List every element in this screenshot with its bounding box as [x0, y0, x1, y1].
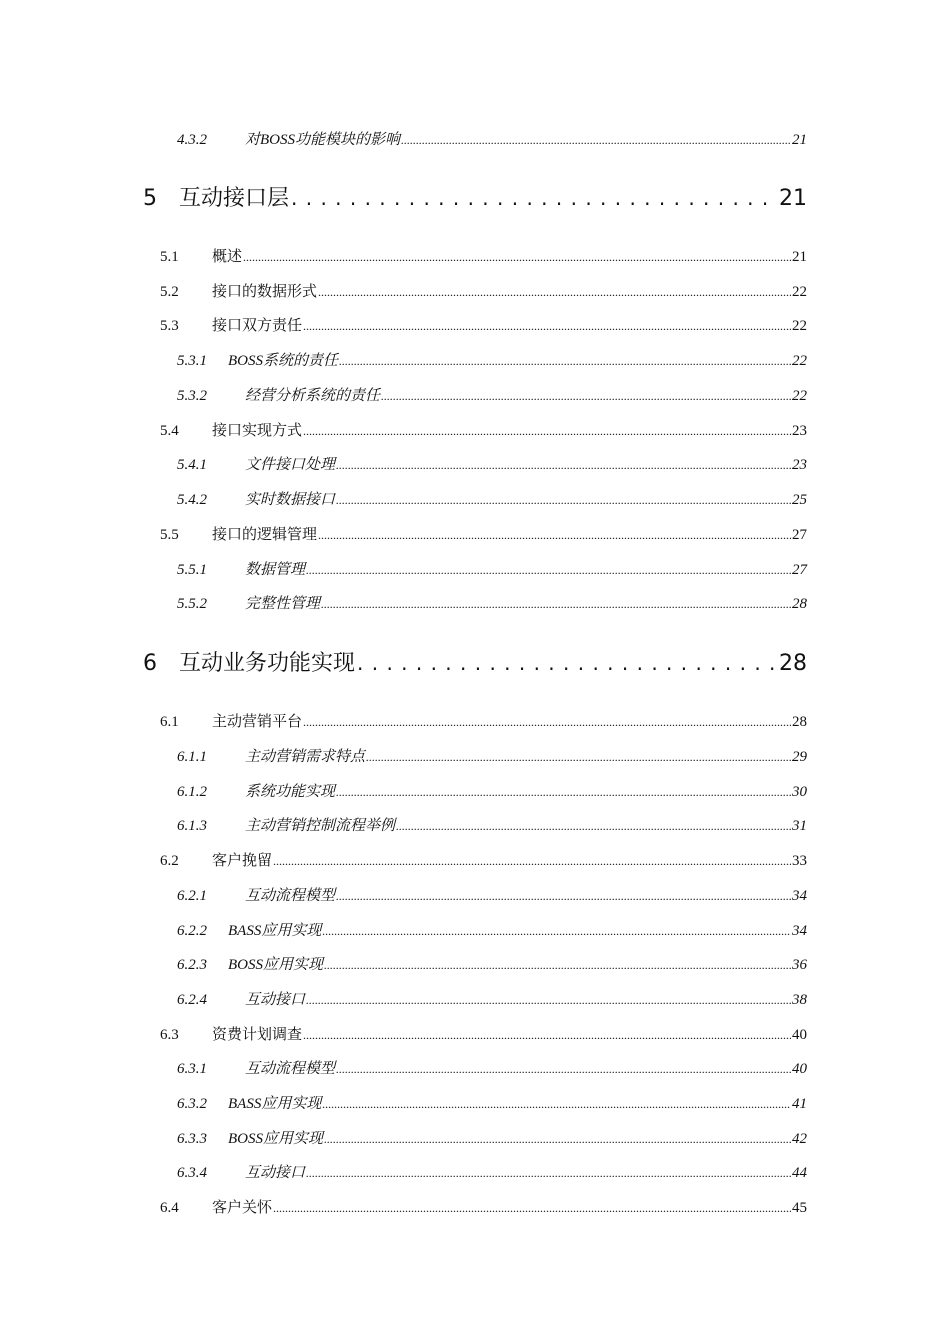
dot-leader: [324, 1131, 791, 1148]
entry-number: 6.2: [160, 853, 179, 869]
entry-title: 互动流程模型: [245, 1061, 336, 1077]
entry-page: 29: [792, 749, 807, 765]
dot-leader: [303, 318, 791, 335]
dot-leader: [303, 1027, 791, 1044]
entry-title: 互动流程模型: [245, 888, 336, 904]
toc-entry[interactable]: [177, 1161, 807, 1182]
dot-leader: [381, 388, 791, 405]
entry-page: 23: [792, 457, 807, 473]
entry-number: 6.3.4: [177, 1165, 207, 1181]
entry-page: 21: [792, 249, 807, 265]
entry-title: 互动接口: [245, 992, 306, 1008]
toc-entry[interactable]: [160, 710, 807, 731]
entry-number: 5.4.2: [177, 492, 207, 508]
entry-page: 22: [792, 318, 807, 334]
entry-title: 数据管理: [245, 562, 306, 578]
entry-number: 6.3.2: [177, 1096, 207, 1112]
entry-number: 5.3: [160, 318, 179, 334]
dot-leader: [273, 853, 791, 870]
entry-title: 接口的逻辑管理: [212, 527, 318, 543]
dot-leader: [291, 186, 777, 211]
entry-number: 6.3.3: [177, 1131, 207, 1147]
chapter-title: 互动业务功能实现: [179, 651, 356, 676]
dot-leader: [243, 249, 791, 266]
entry-title: BOSS应用实现: [228, 1131, 323, 1147]
dot-leader: [306, 1165, 791, 1182]
dot-leader: [336, 888, 791, 905]
entry-page: 27: [792, 562, 807, 578]
dot-leader: [336, 457, 791, 474]
dot-leader: [318, 284, 791, 301]
entry-number: 5.5: [160, 527, 179, 543]
entry-title: 主动营销平台: [212, 714, 303, 730]
entry-title: 接口实现方式: [212, 423, 303, 439]
toc-entry[interactable]: [160, 1023, 807, 1044]
entry-number: 5.5.2: [177, 596, 207, 612]
toc-entry[interactable]: [177, 1057, 807, 1078]
toc-entry[interactable]: [160, 280, 807, 301]
toc-entry[interactable]: [177, 953, 807, 974]
entry-page: 31: [792, 818, 807, 834]
toc-entry[interactable]: [160, 245, 807, 266]
entry-title: BASS应用实现: [228, 1096, 322, 1112]
entry-page: 21: [792, 132, 807, 148]
entry-number: 6.2.3: [177, 957, 207, 973]
dot-leader: [401, 132, 791, 149]
entry-title: 概述: [212, 249, 243, 265]
entry-title: BOSS系统的责任: [228, 353, 338, 369]
entry-number: 5.4: [160, 423, 179, 439]
dot-leader: [322, 923, 791, 940]
entry-title: 资费计划调查: [212, 1027, 303, 1043]
toc-entry[interactable]: [160, 523, 807, 544]
entry-number: 5.5.1: [177, 562, 207, 578]
entry-page: 28: [792, 714, 807, 730]
entry-number: 6.2.2: [177, 923, 207, 939]
entry-number: 6.1.3: [177, 818, 207, 834]
dot-leader: [336, 492, 791, 509]
entry-number: 5.1: [160, 249, 179, 265]
entry-number: 6.4: [160, 1200, 179, 1216]
entry-page: 34: [792, 888, 807, 904]
toc-entry[interactable]: [177, 128, 807, 149]
entry-page: 33: [792, 853, 807, 869]
dot-leader: [366, 749, 791, 766]
toc-entry[interactable]: [177, 1092, 807, 1113]
chapter-number: 6: [143, 651, 157, 676]
toc-entry[interactable]: [177, 884, 807, 905]
entry-title: 系统功能实现: [245, 784, 336, 800]
entry-page: 34: [792, 923, 807, 939]
entry-number: 5.2: [160, 284, 179, 300]
entry-page: 44: [792, 1165, 807, 1181]
entry-title: 客户挽留: [212, 853, 273, 869]
entry-title: 实时数据接口: [245, 492, 336, 508]
entry-title: 主动营销需求特点: [245, 749, 366, 765]
entry-title: BASS应用实现: [228, 923, 322, 939]
chapter-title: 互动接口层: [179, 186, 290, 211]
entry-number: 5.3.1: [177, 353, 207, 369]
entry-title: 经营分析系统的责任: [245, 388, 381, 404]
entry-page: 40: [792, 1061, 807, 1077]
toc-entry[interactable]: [177, 1127, 807, 1148]
toc-chapter-entry[interactable]: [143, 181, 807, 212]
entry-title: 互动接口: [245, 1165, 306, 1181]
entry-number: 6.2.1: [177, 888, 207, 904]
dot-leader: [318, 527, 791, 544]
entry-page: 28: [792, 596, 807, 612]
entry-title: 完整性管理: [245, 596, 321, 612]
toc-entry[interactable]: [177, 349, 807, 370]
toc-entry[interactable]: [177, 919, 807, 940]
dot-leader: [306, 562, 791, 579]
toc-entry[interactable]: [177, 780, 807, 801]
toc-entry[interactable]: [177, 745, 807, 766]
toc-entry[interactable]: [160, 1196, 807, 1217]
toc-entry[interactable]: [177, 488, 807, 509]
entry-number: 4.3.2: [177, 132, 207, 148]
entry-title: 文件接口处理: [245, 457, 336, 473]
dot-leader: [321, 596, 791, 613]
toc-entry[interactable]: [177, 384, 807, 405]
dot-leader: [322, 1096, 791, 1113]
dot-leader: [273, 1200, 791, 1217]
dot-leader: [306, 992, 791, 1009]
entry-number: 6.3.1: [177, 1061, 207, 1077]
entry-number: 6.1: [160, 714, 179, 730]
entry-number: 5.3.2: [177, 388, 207, 404]
entry-page: 23: [792, 423, 807, 439]
entry-title: 主动营销控制流程举例: [245, 818, 396, 834]
entry-page: 38: [792, 992, 807, 1008]
chapter-page: 28: [779, 651, 807, 676]
entry-page: 42: [792, 1131, 807, 1147]
entry-page: 22: [792, 284, 807, 300]
chapter-number: 5: [143, 186, 157, 211]
dot-leader: [303, 714, 791, 731]
entry-page: 41: [792, 1096, 807, 1112]
entry-number: 6.1.2: [177, 784, 207, 800]
entry-page: 45: [792, 1200, 807, 1216]
chapter-page: 21: [779, 186, 807, 211]
toc-entry[interactable]: [177, 988, 807, 1009]
dot-leader: [324, 957, 791, 974]
entry-page: 36: [792, 957, 807, 973]
dot-leader: [339, 353, 791, 370]
entry-number: 6.3: [160, 1027, 179, 1043]
toc-entry[interactable]: [177, 592, 807, 613]
toc-entry[interactable]: [177, 558, 807, 579]
entry-page: 40: [792, 1027, 807, 1043]
entry-title: 对BOSS功能模块的影响: [245, 132, 400, 148]
toc-entry[interactable]: [160, 314, 807, 335]
entry-number: 5.4.1: [177, 457, 207, 473]
entry-title: BOSS应用实现: [228, 957, 323, 973]
toc-entry[interactable]: [177, 814, 807, 835]
entry-title: 接口双方责任: [212, 318, 303, 334]
entry-page: 27: [792, 527, 807, 543]
entry-title: 接口的数据形式: [212, 284, 318, 300]
entry-page: 25: [792, 492, 807, 508]
dot-leader: [336, 784, 791, 801]
entry-title: 客户关怀: [212, 1200, 273, 1216]
entry-page: 22: [792, 353, 807, 369]
toc-chapter-entry[interactable]: [143, 646, 807, 677]
toc-entry[interactable]: [160, 849, 807, 870]
dot-leader: [357, 651, 777, 676]
toc-entry[interactable]: [177, 453, 807, 474]
entry-number: 6.1.1: [177, 749, 207, 765]
entry-page: 22: [792, 388, 807, 404]
dot-leader: [336, 1061, 791, 1078]
entry-number: 6.2.4: [177, 992, 207, 1008]
dot-leader: [303, 423, 791, 440]
entry-page: 30: [792, 784, 807, 800]
toc-entry[interactable]: [160, 419, 807, 440]
dot-leader: [396, 818, 791, 835]
